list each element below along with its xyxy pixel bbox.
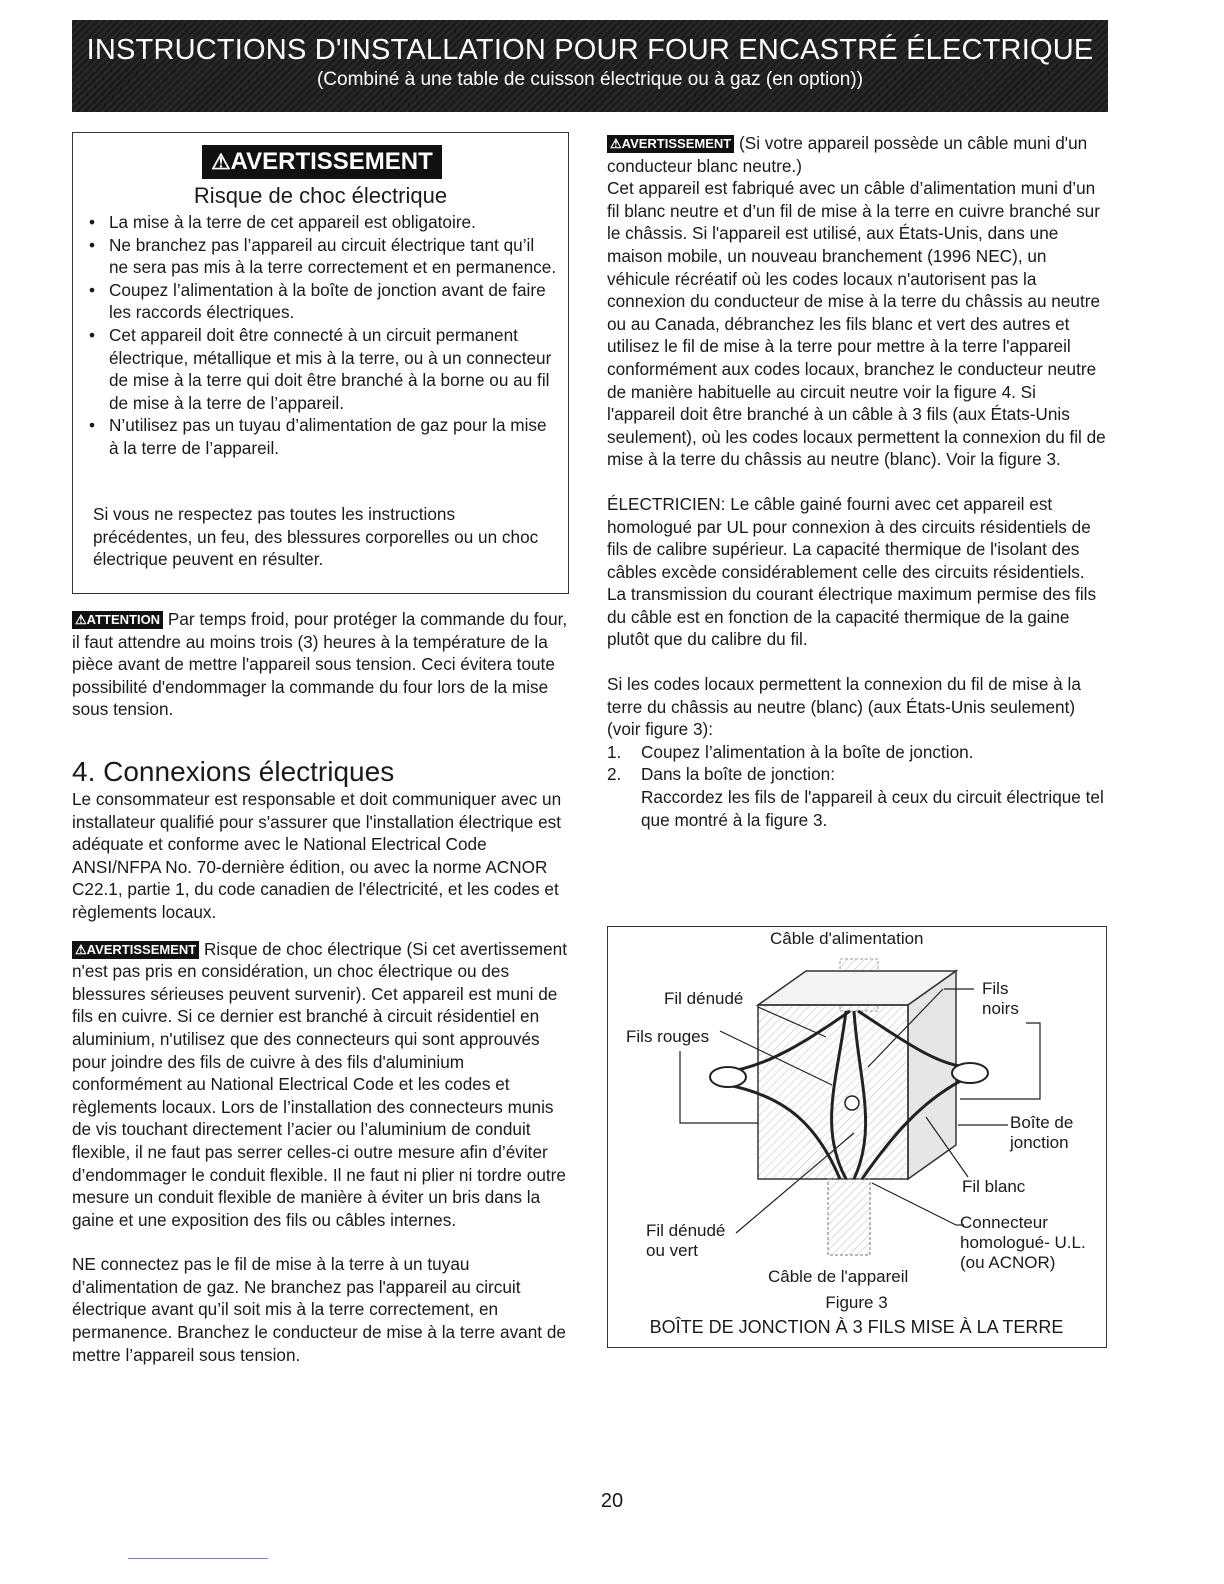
- appliance-cable: [828, 1179, 870, 1255]
- attention-text: Par temps froid, pour protéger la commande du four, il faut attendre au moins trois (3) heures à la température de la pièce avant de mettre l'appareil sous tension. Ceci évitera toute possibilité d'endommager la commande du four lors de la mise sous tension.: [72, 609, 568, 720]
- figure-number: Figure 3: [825, 1293, 888, 1312]
- step-item: 2. Dans la boîte de jonction: Raccordez les fils de l'appareil à ceux du circuit électrique tel que montré à la figure 3.: [607, 764, 1104, 830]
- figure-3: [607, 926, 1107, 1348]
- electrician-paragraph: ÉLECTRICIEN: Le câble gainé fourni avec cet appareil est homologué par UL pour connexion à des circuits résidentiels de fils de calibre supérieur. La capacité thermique de l'isolant des câbles excède considérablement celle des circuits résidentiels. La transmission du courant électrique maximum permise des fils du câble est en fonction de la capacité thermique de la gaine plutôt que du calibre du fil.: [607, 493, 1097, 650]
- label-connector-2: homologué- U.L.: [960, 1233, 1086, 1252]
- label-bare-wire: Fil dénudé: [664, 989, 744, 1008]
- footer-rule: [128, 1558, 268, 1559]
- neutral-warning: [607, 132, 1107, 177]
- attention-label: ⚠ATTENTION: [72, 611, 163, 629]
- label-red-wires: Fils rouges: [626, 1027, 710, 1046]
- page-header-banner: [72, 20, 1108, 112]
- label-power-cable: Câble d'alimentation: [770, 929, 924, 948]
- step-item: 1. Coupez l’alimentation à la boîte de jonction.: [607, 741, 974, 762]
- right-column: [607, 132, 1107, 831]
- leader-line: [960, 1023, 1040, 1099]
- gas-note: NE connectez pas le fil de mise à la terre à un tuyau d’alimentation de gaz. Ne branchez pas l'appareil au circuit électrique avant qu’il soit mis à la terre correctement, en permanence. Branchez le conducteur de mise à la terre avant de mettre l’appareil sous tension.: [72, 1254, 566, 1365]
- wire-connector: [952, 1063, 988, 1083]
- attention-paragraph: [72, 608, 570, 721]
- label-connector-1: Connecteur: [960, 1213, 1048, 1232]
- label-junction-box-2: jonction: [1010, 1133, 1069, 1152]
- label-bare-green-1: Fil dénudé: [646, 1221, 726, 1240]
- warning-label: ⚠AVERTISSEMENT: [72, 941, 199, 959]
- aluminium-warning: [72, 938, 570, 1232]
- step-detail: Raccordez les fils de l'appareil à ceux du circuit électrique tel que montré à la figure 3.: [641, 787, 1104, 830]
- warning-item: • N’utilisez pas un tuyau d’alimentation de gaz pour la mise à la terre de l’appareil.: [79, 414, 557, 459]
- box-side-face: [908, 971, 956, 1179]
- warning-list: [79, 211, 557, 460]
- local-codes-paragraph: Si les codes locaux permettent la connexion du fil de mise à la terre du châssis au neutre (blanc) (aux États-Unis seulement) (voir figure 3):: [607, 674, 1081, 740]
- warning-triangle-icon: ⚠: [75, 942, 87, 958]
- page-subtitle: (Combiné à une table de cuisson électrique ou à gaz (en option)): [316, 69, 864, 90]
- ground-screw: [845, 1096, 859, 1110]
- neutral-warning-text: (Si votre appareil possède un câble muni d'un conducteur blanc neutre.): [607, 133, 1088, 176]
- label-connector-3: (ou ACNOR): [960, 1253, 1056, 1272]
- figure-caption: BOÎTE DE JONCTION À 3 FILS MISE À LA TERRE: [649, 1317, 1064, 1337]
- section-intro: Le consommateur est responsable et doit communiquer avec un installateur qualifié pour s'assurer que l'installation électrique est adéquate et conforme avec le National Electrical Code ANSI/NFPA No. 70-dernière édition, ou avec la norme ACNOR C22.1, partie 1, du code canadien de l'électricité, et les codes et règlements locaux.: [72, 789, 562, 922]
- label-black-wires-2: noirs: [982, 999, 1019, 1018]
- label-bare-green-2: ou vert: [646, 1241, 698, 1260]
- leader-line: [872, 1183, 956, 1225]
- section-electrical: [72, 756, 570, 1366]
- label-junction-box-1: Boîte de: [1010, 1113, 1074, 1132]
- wire-connector: [710, 1067, 746, 1087]
- warning-item: • La mise à la terre de cet appareil est obligatoire.: [79, 211, 557, 234]
- leader-line: [680, 1051, 758, 1123]
- page-title: INSTRUCTIONS D'INSTALLATION POUR FOUR ENCASTRÉ ÉLECTRIQUE: [86, 34, 1094, 66]
- steps-list: [607, 741, 1107, 831]
- warning-title: Risque de choc électrique: [193, 183, 448, 208]
- warning-triangle-icon: ⚠: [211, 149, 231, 174]
- label-white-wire: Fil blanc: [962, 1177, 1026, 1196]
- label-black-wires-1: Fils: [982, 979, 1009, 998]
- label-appliance-cable: Câble de l'appareil: [768, 1267, 909, 1286]
- warning-label: ⚠AVERTISSEMENT: [607, 135, 734, 153]
- warning-item: • Ne branchez pas l’appareil au circuit électrique tant qu’il ne sera pas mis à la terre correctement et en permanence.: [79, 234, 557, 279]
- shock-warning-box: [72, 132, 569, 594]
- warning-footer: Si vous ne respectez pas toutes les instructions précédentes, un feu, des blessures corporelles ou un choc électrique peuvent en résulter.: [93, 504, 539, 570]
- warning-triangle-icon: ⚠: [610, 136, 622, 152]
- neutral-paragraph: Cet appareil est fabriqué avec un câble d’alimentation muni d’un fil blanc neutre et d’un fil de mise à la terre en cuivre branché sur le châssis. Si l'appareil est utilisé, aux États-Unis, dans une maison mobile, un nouveau branchement (1996 NEC), un véhicule récréatif où les codes locaux n'autorisent pas la connexion du conducteur de mise à la terre du châssis au neutre ou au Canada, débranchez les fils blanc et vert des autres et utilisez le fil de mise à la terre pour mettre à la terre l'appareil conformément aux codes locaux, branchez le conducteur neutre de manière habituelle au circuit neutre voir la figure 4. Si l'appareil doit être branché à un câble à 3 fils (aux États-Unis seulement), où les codes locaux permettent la connexion du fil de mise à la terre du châssis au neutre (blanc). Voir la figure 3.: [607, 178, 1106, 470]
- warning-label: ⚠AVERTISSEMENT: [202, 145, 442, 179]
- warning-item: • Cet appareil doit être connecté à un circuit permanent électrique, métallique et mis à la terre, ou à un connecteur de mise à la terre qui doit être branché à la borne ou au fil de mise à la terre de l’appareil.: [79, 324, 557, 414]
- warning-item: • Coupez l’alimentation à la boîte de jonction avant de faire les raccords électriques.: [79, 279, 557, 324]
- section-heading: 4. Connexions électriques: [72, 756, 395, 787]
- aluminium-warning-text: Risque de choc électrique (Si cet avertissement n'est pas pris en considération, un choc électrique ou des blessures sérieuses peuvent survenir). Cet appareil est muni de fils en cuivre. Si ce dernier est branché à circuit résidentiel en aluminium, n'utilisez que des connecteurs qui sont approuvés pour joindre des fils de cuivre à des fils d'aluminium conformément au National Electrical Code et les codes et règlements locaux. Lors de l’installation des connecteurs munis de vis touchant directement l’acier ou l’aluminium de conduit flexible, il ne faut pas serrer celles-ci outre mesure afin d’éviter d’endommager le conduit flexible. Il ne faut ni plier ni tordre outre mesure un conduit flexible de manière à éviter un bris dans la gaine et une exposition des fils ou câbles internes.: [72, 938, 568, 1230]
- page-number: 20: [600, 1490, 624, 1512]
- warning-triangle-icon: ⚠: [75, 612, 87, 628]
